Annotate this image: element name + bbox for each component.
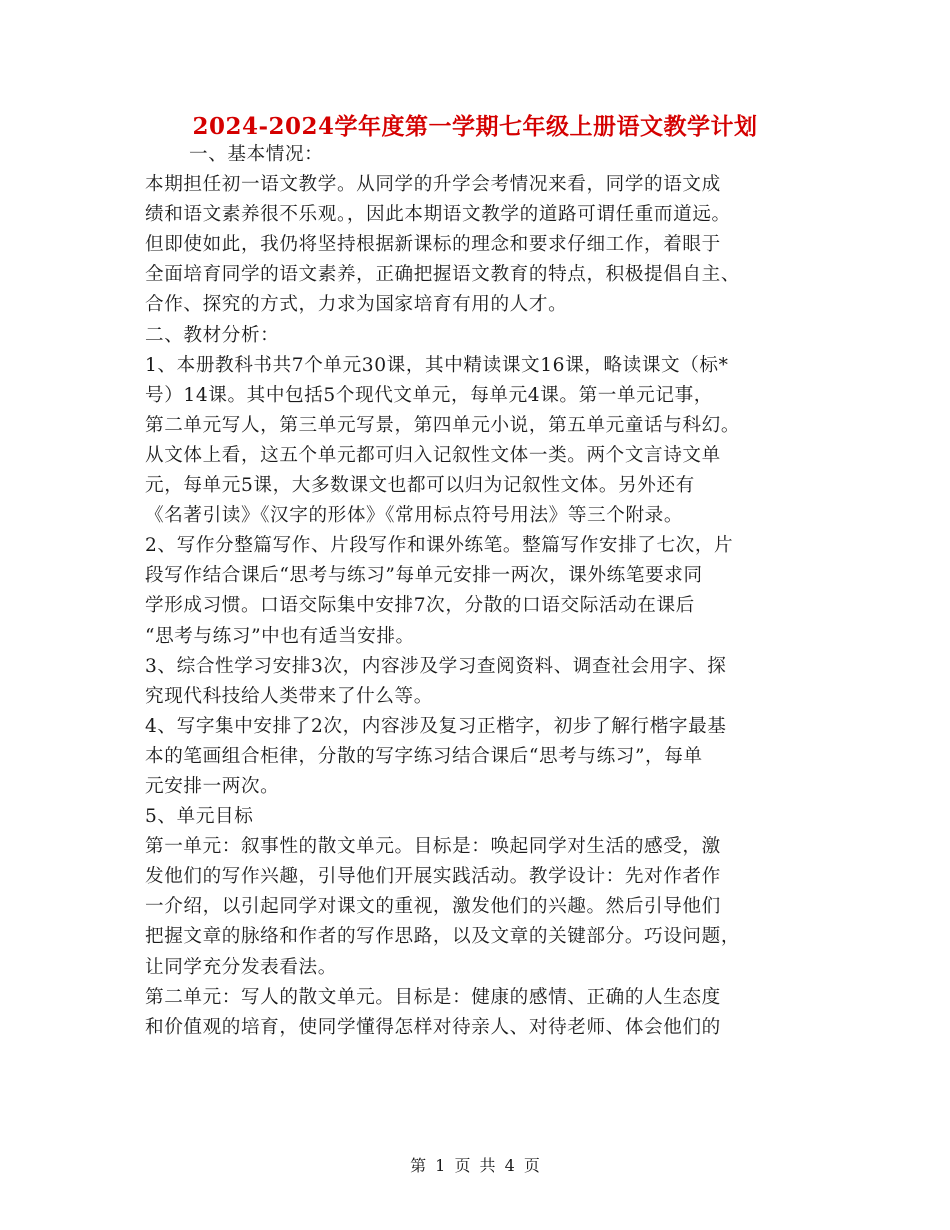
body-line: 本的笔画组合柜律，分散的写字练习结合课后“思考与练习”，每单 xyxy=(145,745,703,767)
body-line: 但即使如此，我仍将坚持根据新课标的理念和要求仔细工作，着眼于 xyxy=(145,234,721,256)
body-line: 发他们的写作兴趣，引导他们开展实践活动。教学设计：先对作者作 xyxy=(145,866,721,888)
document-title: 2024-2024学年度第一学期七年级上册语文教学计划 xyxy=(192,113,758,140)
body-line: 号）14课。其中包括5个现代文单元，每单元4课。第一单元记事， xyxy=(145,384,713,406)
section-heading: 二、教材分析： xyxy=(145,324,280,346)
section-heading: 一、基本情况： xyxy=(189,144,324,165)
body-line: 本期担任初一语文教学。从同学的升学会考情况来看，同学的语文成 xyxy=(145,174,721,196)
body-line: 段写作结合课后“思考与练习”每单元安排一两次，课外练笔要求同 xyxy=(145,565,703,587)
body-line: 第二单元写人，第三单元写景，第四单元小说，第五单元童话与科幻。 xyxy=(145,414,741,436)
body-line: 2、写作分整篇写作、片段写作和课外练笔。整篇写作安排了七次，片 xyxy=(145,535,734,557)
section-heading: 5、单元目标 xyxy=(145,806,254,828)
body-line: 让同学充分发表看法。 xyxy=(145,956,337,978)
body-line: 一介绍，以引起同学对课文的重视，激发他们的兴趣。然后引导他们 xyxy=(145,896,721,918)
body-line: 从文体上看，这五个单元都可归入记叙性文体一类。两个文言诗文单 xyxy=(145,444,721,466)
page-footer: 第 1 页 共 4 页 xyxy=(410,1156,540,1175)
body-line: 学形成习惯。口语交际集中安排7次，分散的口语交际活动在课后 xyxy=(145,595,695,617)
body-line: 合作、探究的方式，力求为国家培育有用的人才。 xyxy=(145,294,568,316)
body-line: 元安排一两次。 xyxy=(145,775,280,797)
body-line: 究现代科技给人类带来了什么等。 xyxy=(145,685,433,707)
document-body xyxy=(145,140,815,1043)
body-line: “思考与练习”中也有适当安排。 xyxy=(145,625,415,647)
body-line: 第一单元：叙事性的散文单元。目标是：唤起同学对生活的感受，激 xyxy=(145,836,721,858)
body-line: 3、综合性学习安排3次，内容涉及学习查阅资料、调查社会用字、探 xyxy=(145,655,727,677)
body-line: 第二单元：写人的散文单元。目标是：健康的感情、正确的人生态度 xyxy=(145,986,721,1008)
body-line: 绩和语文素养很不乐观。，因此本期语文教学的道路可谓任重而道远。 xyxy=(145,204,731,226)
body-line: 把握文章的脉络和作者的写作思路，以及文章的关键部分。巧设问题， xyxy=(145,926,741,948)
body-line: 元，每单元5课，大多数课文也都可以归为记叙性文体。另外还有 xyxy=(145,475,695,497)
body-line: 全面培育同学的语文素养，正确把握语文教育的特点，积极提倡自主、 xyxy=(145,264,741,286)
body-line: 《名著引读》《汉字的形体》《常用标点符号用法》等三个附录。 xyxy=(145,505,684,527)
body-line: 1、本册教科书共7个单元30课，其中精读课文16课，略读课文（标* xyxy=(145,354,729,376)
body-line: 和价值观的培育，使同学懂得怎样对待亲人、对待老师、体会他们的 xyxy=(145,1016,721,1038)
body-line: 4、写字集中安排了2次，内容涉及复习正楷字，初步了解行楷字最基 xyxy=(145,715,727,737)
